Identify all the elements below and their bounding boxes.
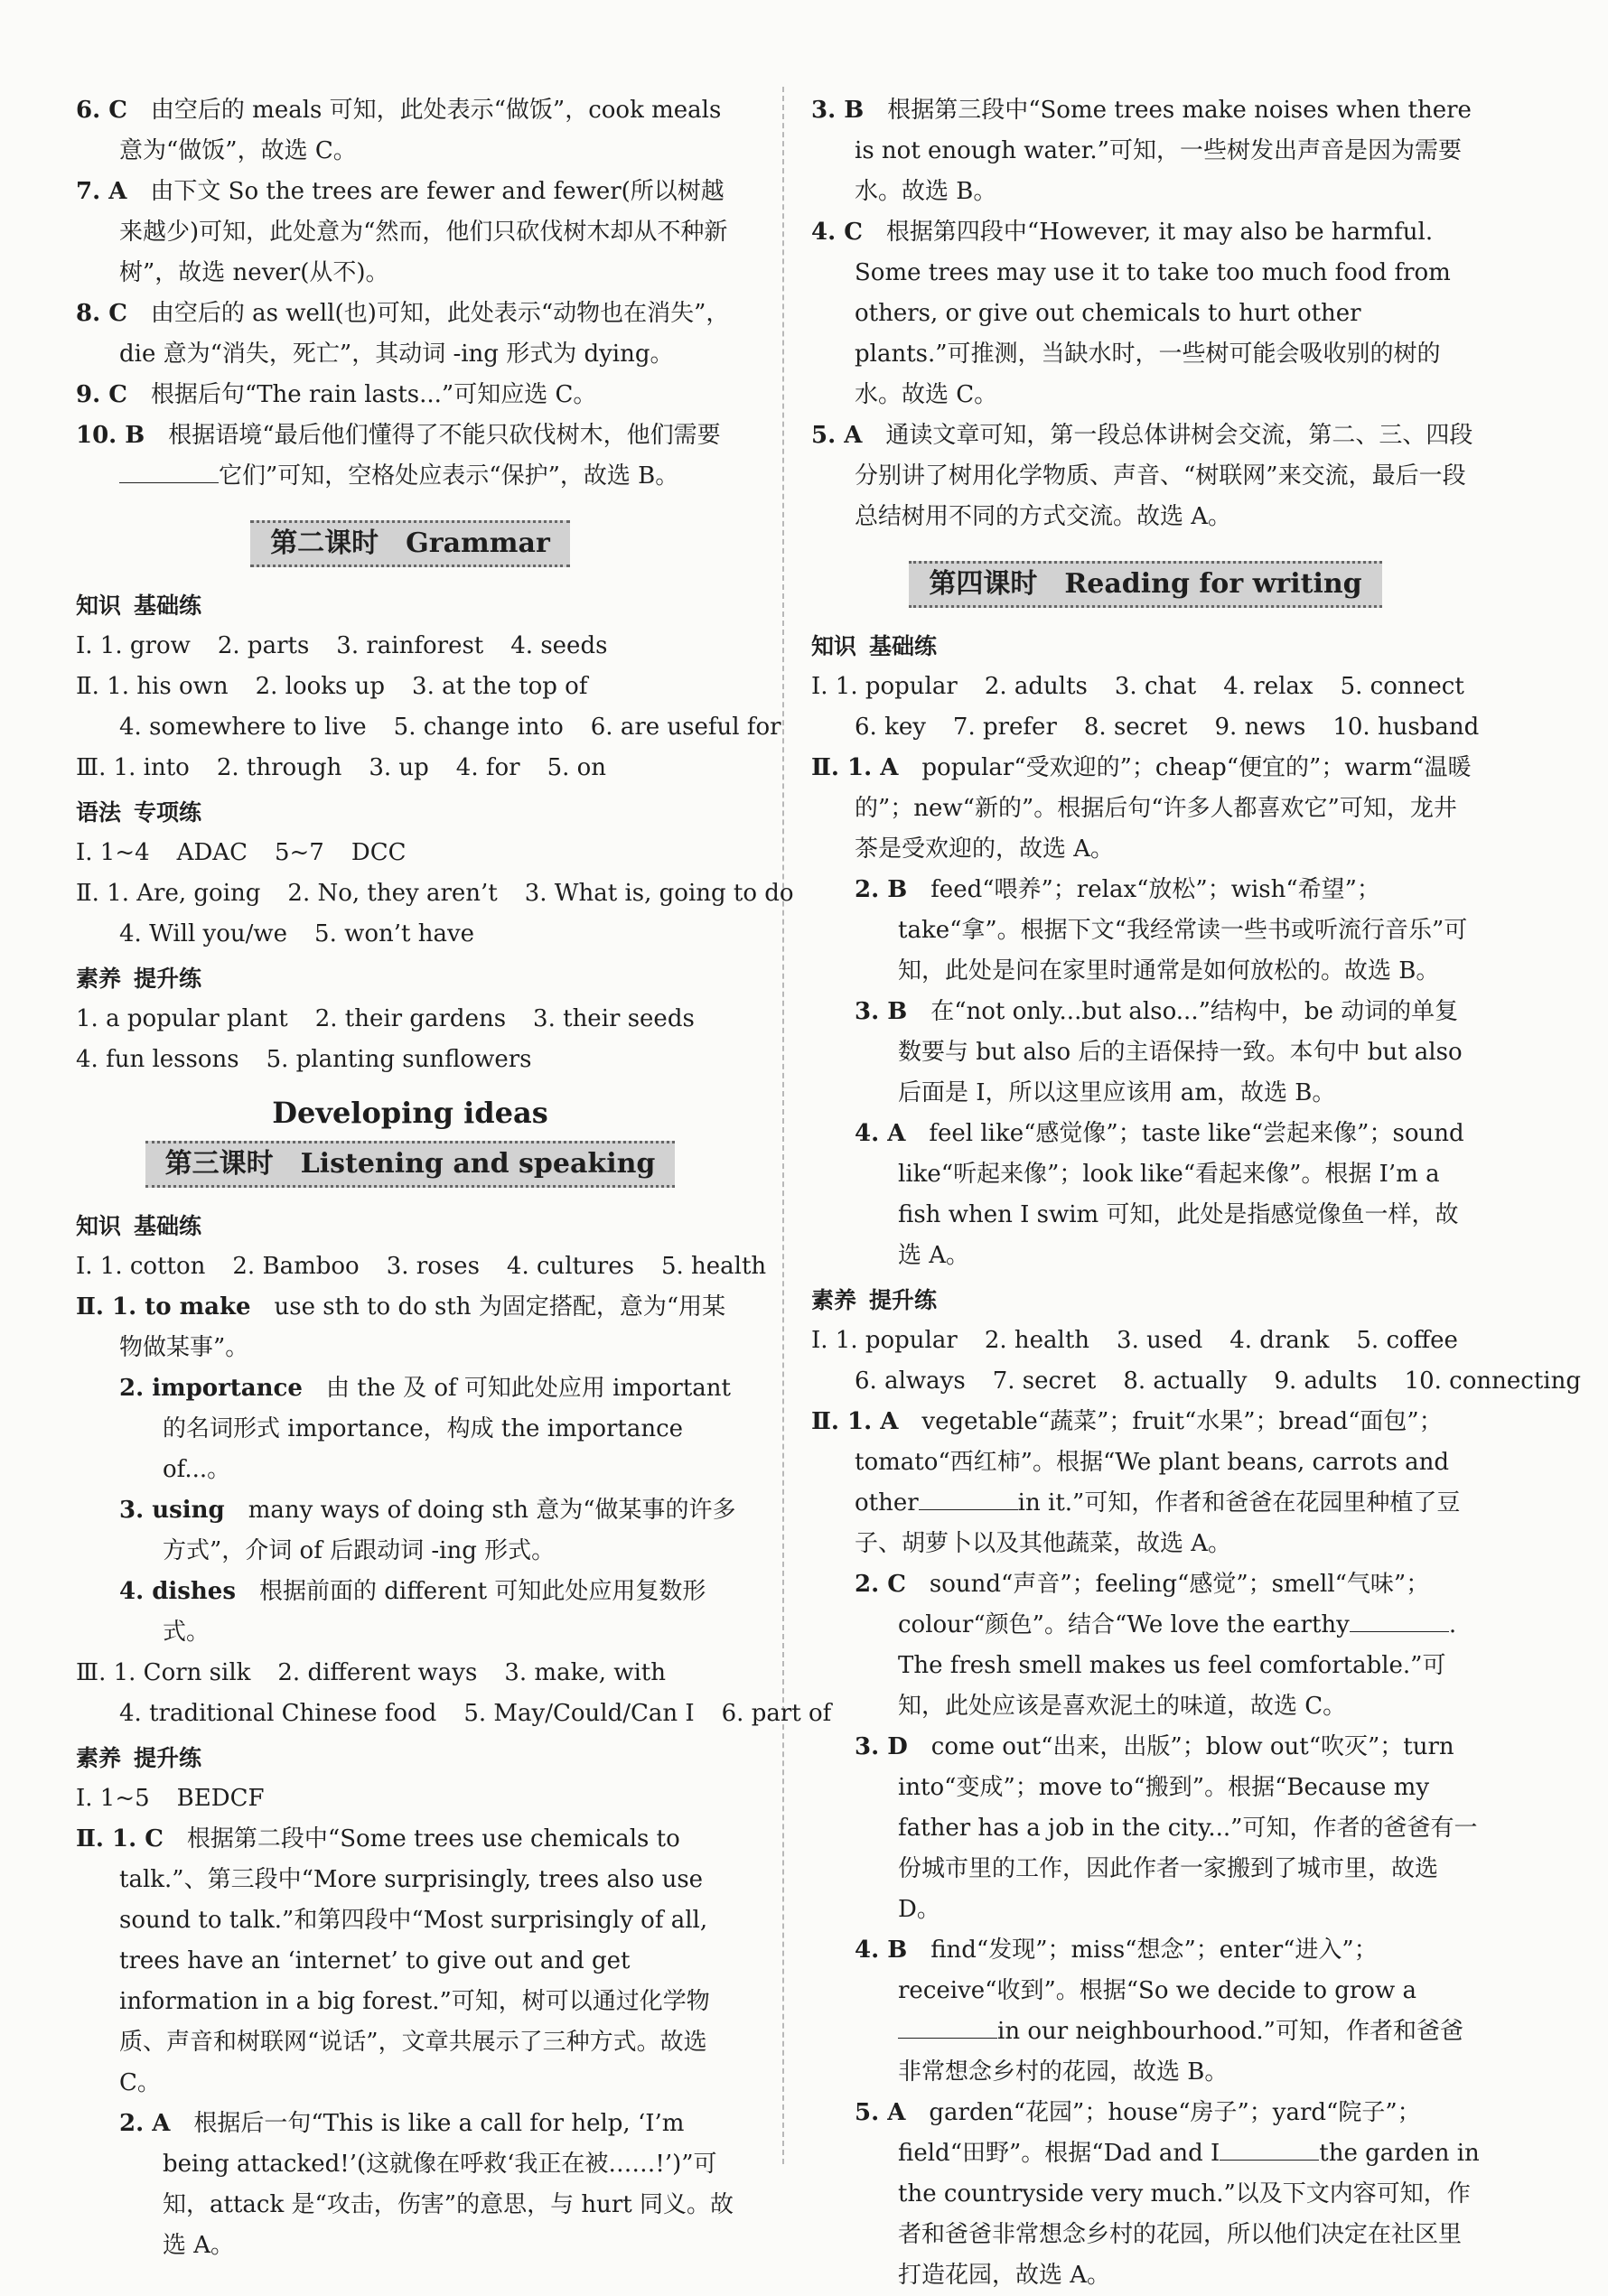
text-span: many ways of doing sth 意为“做某事的许多方式”，介词 of 后跟动词 -ing 形式。	[163, 1497, 736, 1564]
text-span: 2. looks up	[255, 673, 386, 700]
section-heading	[76, 585, 744, 626]
text-span: Ⅱ. 1. his own	[76, 673, 229, 700]
fill-blank	[898, 2018, 997, 2039]
answer-entry	[855, 992, 1480, 1114]
text-span: 6. C	[76, 97, 127, 124]
text-span: come out“出来，出版”；blow out“吹灭”；turn into“变成”；move to“搬到”。根据“Because my father has a job in the city...”可知，作者的爸爸有一份城市里的工作，因此作者一家搬到了城市里，故选 D。	[898, 1733, 1478, 1923]
text-span: 7. secret	[992, 1367, 1097, 1395]
answer-row	[76, 914, 744, 955]
text-span: 4. drank	[1229, 1327, 1330, 1354]
text-span: feel like“感觉像”；taste like“尝起来像”；sound like“听起来像”；look like“看起来像”。根据 I’m a fish when I swim 可知，此处是指感觉像鱼一样，故选 A。	[898, 1120, 1464, 1269]
text-span: 8. secret	[1083, 714, 1188, 741]
text-span: 2. Bamboo	[232, 1253, 360, 1280]
text-span: 10. husband	[1332, 714, 1480, 741]
text-span: 3. make, with	[504, 1659, 667, 1686]
text-span: in our neighbourhood.”可知，作者和爸爸非常想念乡村的花园，故选 B。	[898, 2018, 1463, 2086]
text-span: 由 the 及 of 可知此处应用 important 的名词形式 importance，构成 the importance of...。	[163, 1375, 731, 1483]
text-span: 9. news	[1214, 714, 1306, 741]
section-heading	[76, 1738, 744, 1778]
answer-entry	[76, 375, 744, 415]
part-heading: Developing ideas	[272, 1096, 548, 1130]
text-span: use sth to do sth 为固定搭配，意为“用某物做某事”。	[119, 1293, 726, 1361]
section-heading	[76, 958, 744, 999]
text-span: 8. actually	[1123, 1367, 1248, 1395]
text-span: 根据后句“The rain lasts...”可知应选 C。	[150, 381, 597, 408]
text-span: Ⅰ. 1. popular	[811, 673, 958, 700]
answer-row	[76, 1246, 767, 1287]
text-span: 2. A	[119, 2110, 171, 2137]
text-span: 3. using	[119, 1497, 225, 1524]
text-span: popular“受欢迎的”；cheap“便宜的”；warm“温暖的”；new“新的”。根据后句“许多人都喜欢它”可知，龙井茶是受欢迎的，故选 A。	[855, 754, 1472, 863]
text-span: Ⅰ. 1. grow	[76, 632, 191, 659]
text-span: 5. change into	[393, 714, 564, 741]
answer-entry	[76, 1287, 744, 1368]
lesson-banner	[811, 561, 1480, 608]
answer-row	[76, 833, 744, 873]
lesson-banner	[76, 520, 744, 567]
text-span: 6. part of	[721, 1700, 832, 1727]
text-span: 素养	[76, 1745, 122, 1771]
answer-entry	[855, 1930, 1480, 2093]
text-span: 2. through	[216, 754, 342, 781]
text-span: 4. C	[811, 219, 863, 246]
text-span: 根据语境“最后他们懂得了不能只砍伐树木，他们需要	[168, 422, 721, 449]
text-span: Ⅲ. 1. Corn silk	[76, 1659, 251, 1686]
text-span: 3. used	[1117, 1327, 1203, 1354]
text-span: 3. chat	[1114, 673, 1197, 700]
text-span: 5. won’t have	[314, 920, 475, 947]
text-span: 根据第四段中“However, it may also be harmful. Some trees may use it to take too much food from others, or give out chemicals to hurt other plants.”可推测，当缺水时，一些树可能会吸收别的树的水。故选 C。	[855, 219, 1451, 408]
text-span: 基础练	[134, 1213, 202, 1239]
text-span: 3. roses	[386, 1253, 480, 1280]
answer-row	[811, 707, 1480, 748]
text-span: 素养	[811, 1287, 857, 1313]
text-span: 根据后一句“This is like a call for help, ‘I’m being attacked!’(这就像在呼救‘我正在被……!’)”可知，attack 是“攻击，伤害”的意思，与 hurt 同义。故选 A。	[163, 2110, 734, 2259]
text-span: 6. are useful for	[590, 714, 781, 741]
answer-row	[811, 667, 1480, 707]
text-span: 由空后的 as well(也)可知，此处表示“动物也在消失”，die 意为“消失，死亡”，其动词 -ing 形式为 dying。	[119, 300, 730, 368]
answer-entry	[811, 748, 1480, 870]
text-span: 素养	[76, 966, 122, 992]
text-span: 2. adults	[984, 673, 1088, 700]
text-span: 9. C	[76, 381, 127, 408]
text-span: 5. health	[660, 1253, 767, 1280]
text-span: 4. for	[455, 754, 520, 781]
text-span: 根据第二段中“Some trees use chemicals to talk.”、第三段中“More surprisingly, trees also use sound to talk.”和第四段中“Most surprisingly of all, trees have an ‘internet’ to give out and get information in a big forest.”可知，树可以通过化学物质、声音和树联网“说话”，文章共展示了三种方式。故选 C。	[119, 1825, 710, 2096]
text-span: Ⅰ. 1. popular	[811, 1327, 958, 1354]
answer-entry	[119, 2104, 744, 2266]
text-span: 4. seeds	[510, 632, 608, 659]
answer-entry	[119, 1490, 744, 1572]
text-span: Ⅰ. 1~4	[76, 839, 150, 866]
text-span: the garden in the countryside very much.”以及下文内容可知，作者和爸爸非常想念乡村的花园，所以他们决定在社区里打造花园，故选 A。	[898, 2140, 1480, 2289]
text-span: 5. planting sunflowers	[266, 1046, 532, 1073]
text-span: 9. adults	[1274, 1367, 1378, 1395]
text-span: ADAC	[176, 839, 248, 866]
answer-entry	[119, 1368, 744, 1490]
section-heading	[76, 1206, 744, 1246]
answer-row	[76, 999, 744, 1040]
text-span: Ⅱ. 1. Are, going	[76, 880, 261, 907]
text-span: 8. C	[76, 300, 127, 327]
text-span: 第三课时 Listening and speaking	[145, 1141, 676, 1188]
text-span: garden“花园”；house“房子”；yard“院子”；field“田野”。根据“Dad and I	[898, 2099, 1421, 2167]
text-span: 语法	[76, 799, 122, 826]
answer-entry	[811, 415, 1480, 537]
text-span: Ⅱ. 1. to make	[76, 1293, 251, 1321]
text-span: 5. May/Could/Can I	[463, 1700, 695, 1727]
text-span: find“发现”；miss“想念”；enter“进入”；receive“收到”。根据“So we decide to grow a	[898, 1937, 1416, 2004]
fill-blank	[119, 462, 219, 483]
answer-row	[76, 1694, 832, 1734]
text-span: 2. B	[855, 876, 908, 903]
answer-entry	[76, 1819, 744, 2104]
answer-entry	[811, 1402, 1480, 1564]
fill-blank	[919, 1489, 1018, 1510]
fill-blank	[1350, 1611, 1449, 1632]
right-column	[811, 90, 1581, 2296]
text-span: 3. rainforest	[336, 632, 484, 659]
answer-entry	[855, 2093, 1480, 2296]
answer-row	[76, 1653, 744, 1694]
answer-entry	[855, 1114, 1480, 1276]
text-span: 2. their gardens	[314, 1005, 507, 1032]
text-span: 基础练	[134, 593, 202, 619]
text-span: 由空后的 meals 可知，此处表示“做饭”，cook meals 意为“做饭”，故选 C。	[119, 97, 722, 164]
answer-row	[76, 626, 744, 667]
text-span: 通读文章可知，第一段总体讲树会交流，第二、三、四段分别讲了树用化学物质、声音、“树联网”来交流，最后一段总结树用不同的方式交流。故选 A。	[855, 422, 1473, 530]
answer-row	[811, 1361, 1581, 1402]
answer-entry	[811, 212, 1480, 415]
text-span: 2. health	[984, 1327, 1090, 1354]
text-span: 4. fun lessons	[76, 1046, 239, 1073]
text-span: 5. A	[855, 2099, 906, 2126]
text-span: in it.”可知，作者和爸爸在花园里种植了豆子、胡萝卜以及其他蔬菜，故选 A。	[855, 1489, 1461, 1557]
text-span: 4. somewhere to live	[119, 714, 367, 741]
text-span: Ⅲ. 1. into	[76, 754, 190, 781]
text-span: 4. cultures	[506, 1253, 634, 1280]
text-span: 2. C	[855, 1571, 906, 1598]
text-span: 4. traditional Chinese food	[119, 1700, 437, 1727]
text-span: DCC	[351, 839, 407, 866]
column-divider	[782, 87, 784, 2164]
text-span: 第四课时 Reading for writing	[909, 561, 1381, 608]
answer-entry	[76, 172, 744, 294]
answer-row	[76, 1778, 744, 1819]
text-span: 知识	[811, 633, 857, 659]
text-span: 3. at the top of	[412, 673, 588, 700]
text-span: 3. up	[369, 754, 429, 781]
section-heading	[811, 1280, 1480, 1321]
answer-entry	[855, 1727, 1480, 1930]
text-span: 10. B	[76, 422, 145, 449]
text-span: Ⅱ. 1. A	[811, 1408, 899, 1435]
text-span: 6. always	[855, 1367, 966, 1395]
text-span: 4. Will you/we	[119, 920, 288, 947]
lesson-banner	[76, 1141, 744, 1188]
answer-entry	[855, 870, 1480, 992]
answer-row	[811, 1321, 1480, 1361]
answer-row	[76, 748, 744, 789]
text-span: 提升练	[134, 966, 202, 992]
answer-entry	[855, 1564, 1480, 1727]
text-span: 3. What is, going to do	[524, 880, 794, 907]
section-heading	[76, 792, 744, 833]
text-span: 4. dishes	[119, 1578, 236, 1605]
text-span: 1. a popular plant	[76, 1005, 288, 1032]
text-span: 3. B	[855, 998, 908, 1025]
text-span: 2. different ways	[277, 1659, 478, 1686]
text-span: 提升练	[134, 1745, 202, 1771]
text-span: 专项练	[134, 799, 202, 826]
text-span: 3. their seeds	[533, 1005, 695, 1032]
text-span: 知识	[76, 593, 122, 619]
text-span: 10. connecting	[1404, 1367, 1581, 1395]
answer-entry	[76, 294, 744, 375]
text-span: 5. connect	[1340, 673, 1464, 700]
answer-row	[76, 873, 794, 914]
answer-entry	[119, 1572, 744, 1653]
fill-blank	[1220, 2140, 1319, 2161]
text-span: 2. parts	[217, 632, 310, 659]
text-span: 根据前面的 different 可知此处应用复数形式。	[163, 1578, 706, 1646]
text-span: 5. A	[811, 422, 863, 449]
text-span: . The fresh smell makes us feel comfortable.”可知，此处应该是喜欢泥土的味道，故选 C。	[898, 1611, 1457, 1720]
text-span: 6. key	[855, 714, 926, 741]
text-span: Ⅰ. 1. cotton	[76, 1253, 206, 1280]
section-heading	[811, 626, 1480, 667]
text-span: 5. on	[547, 754, 607, 781]
text-span: 7. A	[76, 178, 127, 205]
text-span: 2. importance	[119, 1375, 303, 1402]
left-column	[76, 90, 832, 2266]
text-span: 2. No, they aren’t	[287, 880, 498, 907]
text-span: 4. B	[855, 1937, 908, 1964]
text-span: 3. B	[811, 97, 865, 124]
text-span: feed“喂养”；relax“放松”；wish“希望”；take“拿”。根据下文“我经常读一些书或听流行音乐”可知，此处是问在家里时通常是如何放松的。故选 B。	[898, 876, 1468, 985]
text-span: 4. relax	[1223, 673, 1314, 700]
text-span: 在“not only...but also...”结构中，be 动词的单复数要与 but also 后的主语保持一致。本句中 but also 后面是 I，所以这里应该用 am，故选 B。	[898, 998, 1463, 1106]
text-span: 根据第三段中“Some trees make noises when there is not enough water.”可知，一些树发出声音是因为需要水。故选 B。	[855, 97, 1472, 205]
text-span: 5. coffee	[1356, 1327, 1458, 1354]
text-span: 4. A	[855, 1120, 906, 1147]
answer-row	[76, 667, 744, 707]
answer-entry	[811, 90, 1480, 212]
answer-entry	[76, 415, 744, 497]
answer-entry	[76, 90, 744, 172]
text-span: Ⅱ. 1. C	[76, 1825, 164, 1853]
text-span: 5~7	[274, 839, 324, 866]
text-span: 它们”可知，空格处应表示“保护”，故选 B。	[219, 462, 679, 490]
text-span: BEDCF	[176, 1785, 265, 1812]
text-span: 由下文 So the trees are fewer and fewer(所以树越来越少)可知，此处意为“然而，他们只砍伐树木却从不种新树”，故选 never(从不)。	[119, 178, 728, 286]
text-span: 知识	[76, 1213, 122, 1239]
text-span: 第二课时 Grammar	[250, 520, 570, 567]
text-span: vegetable“蔬菜”；fruit“水果”；bread“面包”；tomato“西红柿”。根据“We plant beans, carrots and other	[855, 1408, 1450, 1517]
text-span: 7. prefer	[952, 714, 1057, 741]
text-span: 3. D	[855, 1733, 908, 1760]
text-span: sound“声音”；feeling“感觉”；smell“气味”；colour“颜色”。结合“We love the earthy	[898, 1571, 1430, 1638]
answer-row	[76, 707, 781, 748]
answer-row	[76, 1040, 744, 1080]
text-span: Ⅱ. 1. A	[811, 754, 899, 781]
text-span: 基础练	[869, 633, 938, 659]
text-span: 提升练	[869, 1287, 938, 1313]
text-span: Ⅰ. 1~5	[76, 1785, 150, 1812]
